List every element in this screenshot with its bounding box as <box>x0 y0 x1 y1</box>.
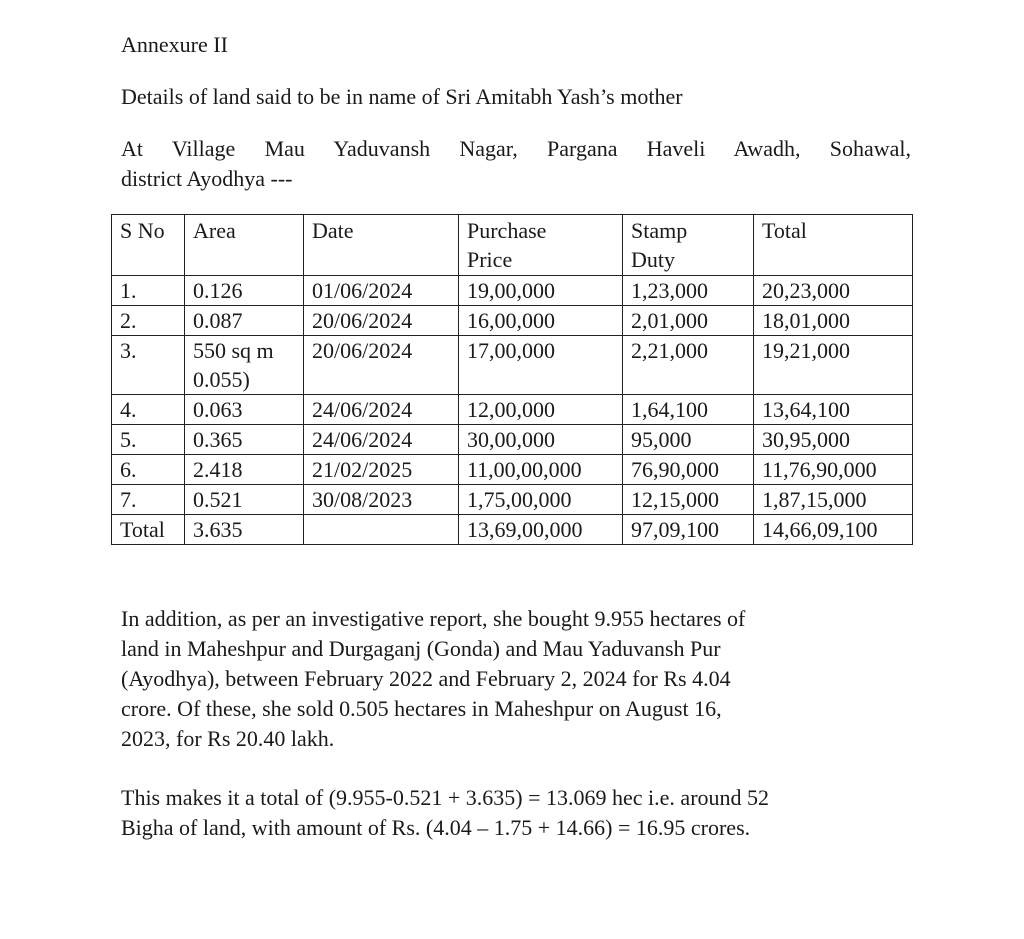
location-text <box>121 134 911 194</box>
cell-sno: 7. <box>112 485 185 515</box>
cell-total: 19,21,000 <box>754 336 913 395</box>
location-line-1: At Village Mau Yaduvansh Nagar, Pargana Haveli Awadh, Sohawal, <box>121 136 911 161</box>
cell-area: 0.126 <box>185 276 304 306</box>
total-label: Total <box>112 515 185 545</box>
cell-price: 12,00,000 <box>459 395 623 425</box>
cell-total: 11,76,90,000 <box>754 455 913 485</box>
cell-date: 24/06/2024 <box>304 395 459 425</box>
cell-date: 24/06/2024 <box>304 425 459 455</box>
paragraph-line: This makes it a total of (9.955-0.521 + 3.635) = 13.069 hec i.e. around 52 <box>121 785 770 810</box>
table-row <box>112 395 913 425</box>
cell-area: 0.521 <box>185 485 304 515</box>
header-date: Date <box>304 215 459 276</box>
total-total: 14,66,09,100 <box>754 515 913 545</box>
cell-price: 30,00,000 <box>459 425 623 455</box>
paragraph-line: Bigha of land, with amount of Rs. (4.04 – 1.75 + 14.66) = 16.95 crores. <box>121 815 751 840</box>
cell-stamp: 12,15,000 <box>623 485 754 515</box>
cell-price: 19,00,000 <box>459 276 623 306</box>
summary-paragraph <box>121 783 901 843</box>
cell-total: 18,01,000 <box>754 306 913 336</box>
cell-stamp: 76,90,000 <box>623 455 754 485</box>
cell-price: 17,00,000 <box>459 336 623 395</box>
cell-area: 550 sq m 0.055) <box>185 336 304 395</box>
investigative-report-paragraph <box>121 604 901 754</box>
cell-stamp: 95,000 <box>623 425 754 455</box>
paragraph-line: In addition, as per an investigative report, she bought 9.955 hectares of <box>121 606 746 631</box>
paragraph-line: 2023, for Rs 20.40 lakh. <box>121 726 335 751</box>
cell-area: 2.418 <box>185 455 304 485</box>
table-row <box>112 306 913 336</box>
cell-price: 16,00,000 <box>459 306 623 336</box>
cell-date: 30/08/2023 <box>304 485 459 515</box>
document-subject: Details of land said to be in name of Sri Amitabh Yash’s mother <box>121 84 683 109</box>
header-stamp-duty: Stamp Duty <box>623 215 754 276</box>
cell-date: 20/06/2024 <box>304 306 459 336</box>
cell-sno: 5. <box>112 425 185 455</box>
table-row <box>112 455 913 485</box>
table-row <box>112 485 913 515</box>
header-total: Total <box>754 215 913 276</box>
cell-price: 1,75,00,000 <box>459 485 623 515</box>
table-header-row <box>112 215 913 276</box>
paragraph-line: (Ayodhya), between February 2022 and February 2, 2024 for Rs 4.04 <box>121 666 731 691</box>
table-row <box>112 425 913 455</box>
cell-stamp: 1,23,000 <box>623 276 754 306</box>
cell-stamp: 2,01,000 <box>623 306 754 336</box>
cell-sno: 2. <box>112 306 185 336</box>
table-row <box>112 336 913 395</box>
total-date <box>304 515 459 545</box>
cell-total: 30,95,000 <box>754 425 913 455</box>
location-line-2: district Ayodhya --- <box>121 166 293 191</box>
total-area: 3.635 <box>185 515 304 545</box>
cell-total: 1,87,15,000 <box>754 485 913 515</box>
header-area: Area <box>185 215 304 276</box>
table-row <box>112 276 913 306</box>
cell-sno: 1. <box>112 276 185 306</box>
cell-date: 20/06/2024 <box>304 336 459 395</box>
cell-area: 0.063 <box>185 395 304 425</box>
cell-total: 20,23,000 <box>754 276 913 306</box>
header-sno: S No <box>112 215 185 276</box>
header-purchase-price: Purchase Price <box>459 215 623 276</box>
cell-sno: 3. <box>112 336 185 395</box>
cell-date: 21/02/2025 <box>304 455 459 485</box>
total-stamp: 97,09,100 <box>623 515 754 545</box>
total-price: 13,69,00,000 <box>459 515 623 545</box>
cell-stamp: 2,21,000 <box>623 336 754 395</box>
cell-area: 0.365 <box>185 425 304 455</box>
cell-date: 01/06/2024 <box>304 276 459 306</box>
cell-total: 13,64,100 <box>754 395 913 425</box>
annexure-heading: Annexure II <box>121 32 228 57</box>
paragraph-line: land in Maheshpur and Durgaganj (Gonda) and Mau Yaduvansh Pur <box>121 636 721 661</box>
cell-stamp: 1,64,100 <box>623 395 754 425</box>
land-details-table <box>111 214 913 545</box>
table-total-row <box>112 515 913 545</box>
cell-sno: 6. <box>112 455 185 485</box>
cell-sno: 4. <box>112 395 185 425</box>
cell-price: 11,00,00,000 <box>459 455 623 485</box>
cell-area: 0.087 <box>185 306 304 336</box>
paragraph-line: crore. Of these, she sold 0.505 hectares in Maheshpur on August 16, <box>121 696 722 721</box>
